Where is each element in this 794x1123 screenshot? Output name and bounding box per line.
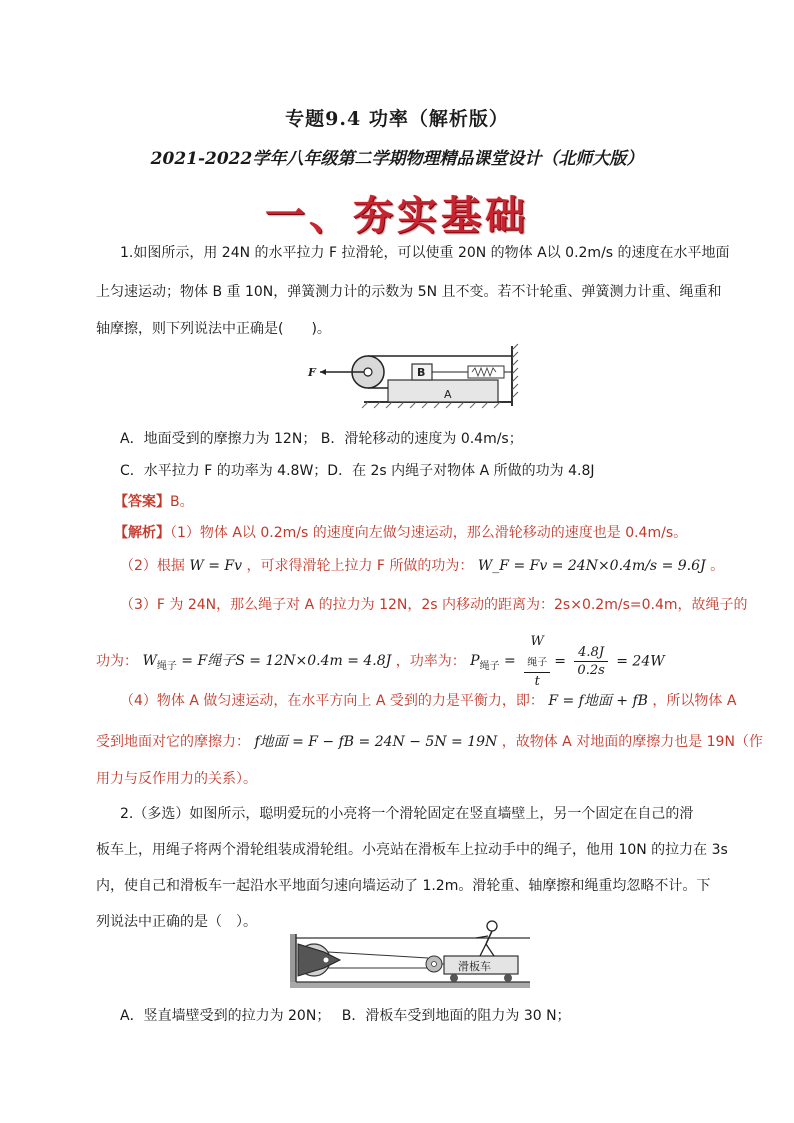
answer-label: 【答案】 [114,494,170,510]
analysis-step-4-line2-post: ，故物体 A 对地面的摩擦力也是 19N（作 [501,734,763,750]
power-fraction-2 [574,644,607,679]
power-result: = 24W [616,653,665,670]
q1-analysis-4-line-2 [96,731,763,751]
p-symbol: P [470,653,480,670]
q1-stem-line-2: 上匀速运动；物体 B 重 10N，弹簧测力计的示数为 5N 且不变。若不计轮重、弹簧测力计重、绳重和 [96,284,722,300]
q1-figure-label-b: B [417,366,426,379]
analysis-step-3-mid: ，功率为： [395,653,466,670]
q2-stem-line-3: 内，使自己和滑板车一起沿水平地面匀速向墙运动了 1.2m。滑轮重、轴摩擦和绳重均忽略不计。下 [96,878,711,894]
analysis-label: 【解析】 [114,525,170,541]
analysis-step-2-end: 。 [710,558,725,574]
q1-analysis-4-line-1 [120,690,736,710]
q2-stem-line-2: 板车上，用绳子将两个滑轮组装成滑轮组。小亮站在滑板车上拉动手中的绳子，他用 10N 的拉力在 3s [96,842,728,858]
q1-options-ab: A．地面受到的摩擦力为 12N； B．滑轮移动的速度为 0.4m/s； [120,431,523,447]
q1-stem-line-1: 1.如图所示，用 24N 的水平拉力 F 拉滑轮，可以使重 20N 的物体 A以 0.2m/s 的速度在水平地面 [120,245,730,261]
q1-analysis-2 [120,555,724,575]
document-title: 专题9.4 功率（解析版） [285,108,509,130]
q2-stem-line-4: 列说法中正确的是（ ）。 [96,914,257,930]
q1-analysis-4-line-3: 用力与反作用力的关系）。 [96,771,257,787]
formula-work: W = Fv [189,558,243,574]
formula-friction: f地面 = F − fB = 24N − 5N = 19N [254,734,498,750]
q1-figure-label-f: F [308,366,316,379]
q2-skateboard-figure [288,916,534,990]
formula-power: $P_{绳子}$ = [470,653,516,673]
q1-pulley-figure [298,342,520,410]
q1-figure-label-a: A [444,388,452,401]
frac-num: 4.8J [574,644,607,662]
rope-subscript: 绳子 [156,661,177,673]
section-heading: 一、夯实基础 [265,192,529,239]
answer-value: B。 [170,494,194,510]
analysis-step-3-pre: 功为： [96,653,138,670]
power-fraction-1 [524,633,550,690]
frac-den: 0.2s [577,662,605,678]
frac-t: t [534,673,540,689]
w-symbol: W [142,653,157,670]
frac-w: W [530,634,544,649]
q1-analysis-1 [114,522,687,542]
q1-options-cd: C．水平拉力 F 的功率为 4.8W；D．在 2s 内绳子对物体 A 所做的功为 4.8J [120,463,595,479]
q2-figure-label: 滑板车 [458,960,491,973]
q2-options-ab: A．竖直墙壁受到的拉力为 20N； B．滑板车受到地面的阻力为 30 N； [120,1008,571,1024]
analysis-step-4-pre: （4）物体 A 做匀速运动，在水平方向上 A 受到的力是平衡力，即： [120,693,544,709]
document-subtitle: 2021-2022学年八年级第二学期物理精品课堂设计（北师大版） [150,149,644,169]
analysis-step-2-mid: ，可求得滑轮上拉力 F 所做的功为： [246,558,474,574]
q2-stem-line-1: 2.（多选）如图所示，聪明爱玩的小亮将一个滑轮固定在竖直墙壁上，另一个固定在自己的滑 [120,806,694,822]
analysis-step-1: （1）物体 A以 0.2m/s 的速度向左做匀速运动，那么滑轮移动的速度也是 0.4m/s。 [170,525,688,541]
analysis-step-4-post: ，所以物体 A [652,693,737,709]
formula-work-result: W_F = Fv = 24N×0.4m/s = 9.6J [477,558,706,574]
analysis-step-4-line2-pre: 受到地面对它的摩擦力： [96,734,250,750]
formula-rope-work [142,653,392,673]
q1-analysis-3-line-1: （3）F 为 24N，那么绳子对 A 的拉力为 12N，2s 内移动的距离为：2s×0.2m/s=0.4m，故绳子的 [120,597,748,613]
analysis-step-2-pre: （2）根据 [120,558,185,574]
formula-balance: F = f地面 + fB [548,693,648,709]
q1-answer [114,491,194,511]
rope-subscript-2: 绳子 [479,661,500,673]
rope-work-value: = F绳子S = 12N×0.4m = 4.8J [181,653,392,670]
q1-stem-line-3: 轴摩擦，则下列说法中正确是( )。 [96,321,331,337]
q1-analysis-3-line-2: 功为： $W_{绳子} = F$绳子S = 12N×0.4m = 4.8J ，功率为： $P_{绳子}$ = W $_{绳子}$ t = $\frac{4.8J}{0.2s}$ = 24W [96,634,665,689]
frac-sub: 绳子 [527,657,548,669]
